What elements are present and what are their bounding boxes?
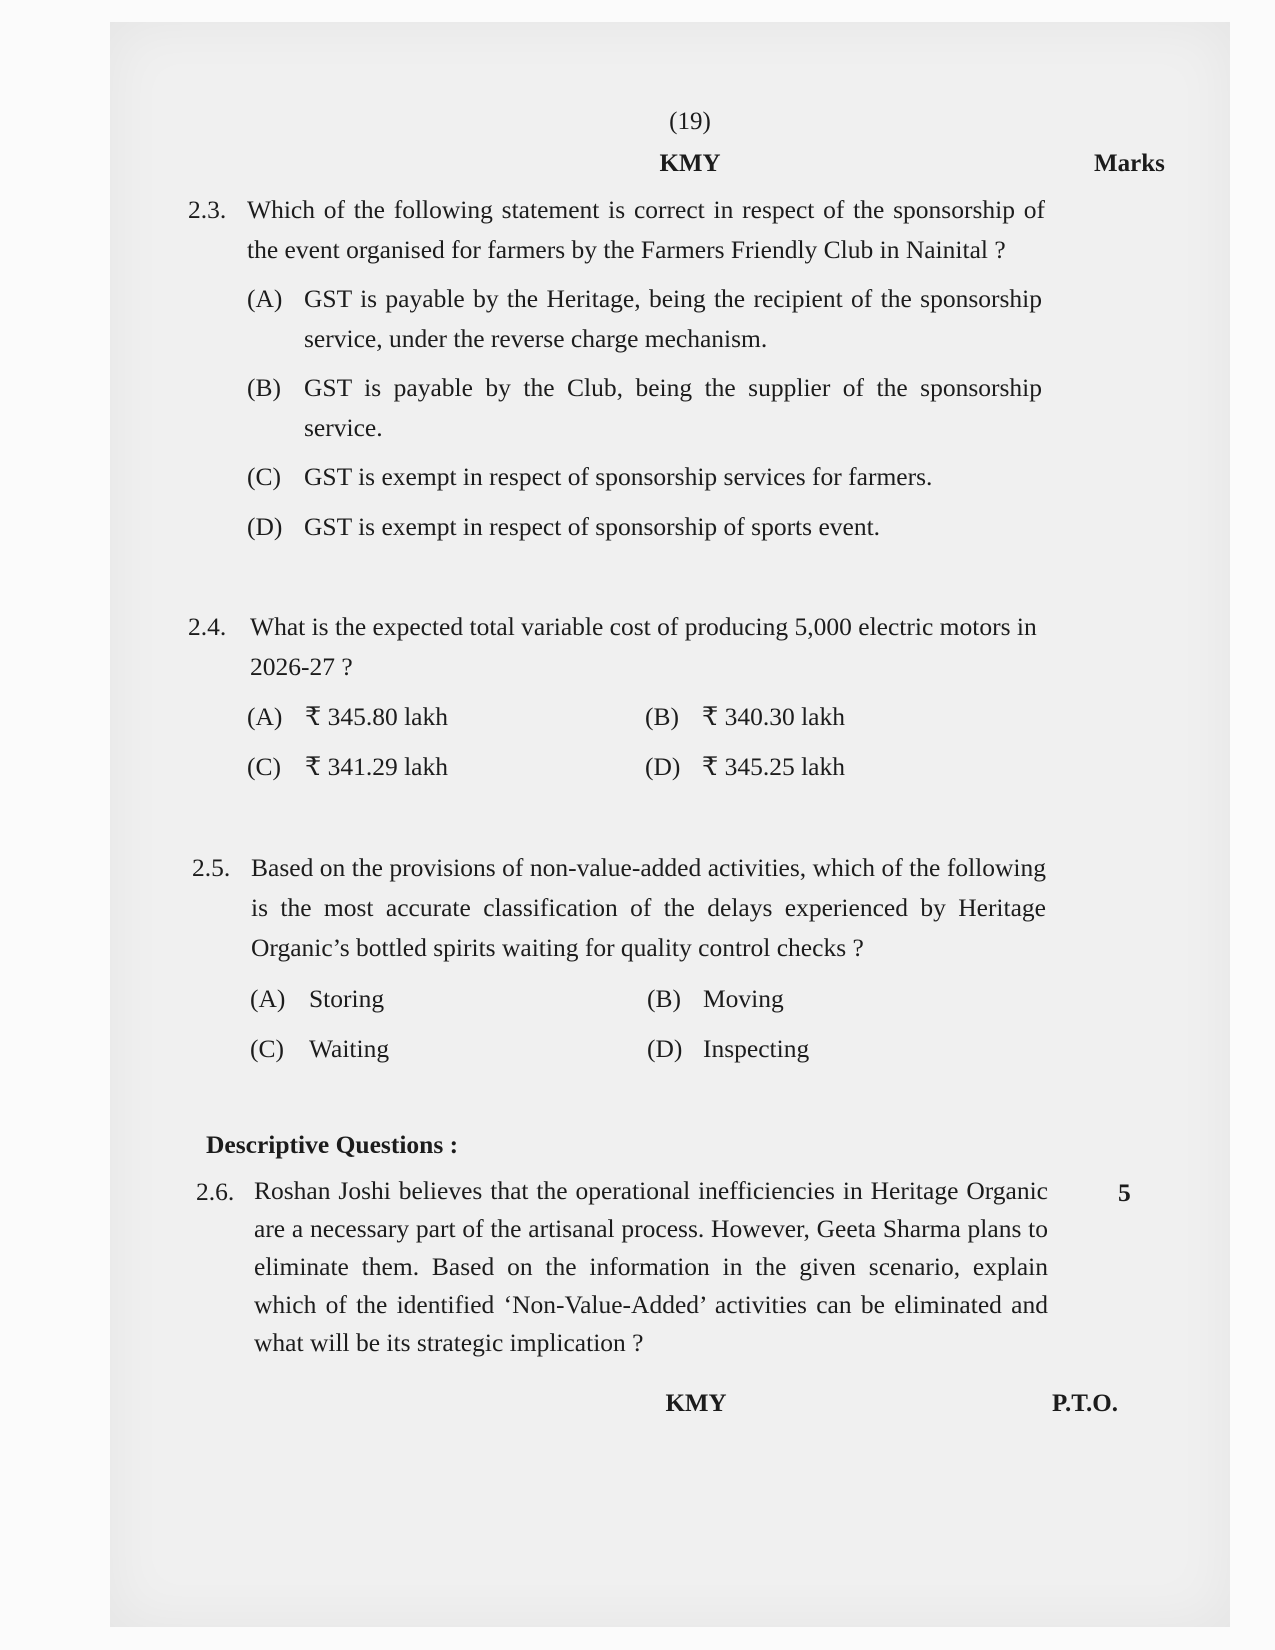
option-letter-c: (C) (250, 1034, 284, 1063)
option-letter-b: (B) (247, 373, 281, 402)
option-text-a: GST is payable by the Heritage, being the recipient of the sponsorship service, under the reverse charge mechanism. (304, 284, 1042, 353)
option-letter-b: (B) (647, 984, 681, 1013)
option-text-c: GST is exempt in respect of sponsorship services for farmers. (304, 462, 933, 491)
page-number: (19) (669, 108, 711, 135)
option-text-b: Moving (703, 984, 784, 1013)
marks-label: Marks (1094, 150, 1165, 177)
question-number: 2.3. (188, 195, 227, 224)
option-letter-d: (D) (247, 512, 283, 541)
option-letter-c: (C) (247, 752, 281, 781)
option-text-d: GST is exempt in respect of sponsorship of sports event. (304, 512, 881, 541)
option-letter-c: (C) (247, 462, 281, 491)
option-text-b: ₹ 340.30 lakh (702, 702, 846, 731)
question-marks: 5 (1118, 1178, 1131, 1207)
pto-label: P.T.O. (1052, 1390, 1118, 1417)
option-letter-a: (A) (250, 984, 286, 1013)
question-number: 2.4. (188, 612, 227, 641)
question-text: Based on the provisions of non-value-added activities, which of the following is the most accurate classification of the delays experienced by Heritage Organic’s bottled spirits waiting for quality control checks ? (251, 853, 1046, 962)
option-text-d: Inspecting (703, 1034, 810, 1063)
option-text-c: Waiting (309, 1034, 390, 1063)
option-letter-a: (A) (247, 702, 283, 731)
question-number: 2.6. (196, 1177, 235, 1206)
question-text: What is the expected total variable cost of producing 5,000 electric motors in 2026-27 ? (250, 612, 1037, 681)
option-text-d: ₹ 345.25 lakh (702, 752, 846, 781)
option-text-a: Storing (309, 984, 385, 1013)
paper-code-bottom: KMY (665, 1390, 727, 1417)
question-number: 2.5. (192, 853, 231, 882)
paper-code-top: KMY (659, 150, 721, 177)
option-text-c: ₹ 341.29 lakh (305, 752, 449, 781)
option-letter-d: (D) (647, 1034, 683, 1063)
option-text-a: ₹ 345.80 lakh (305, 702, 449, 731)
option-letter-b: (B) (645, 702, 679, 731)
question-text: Which of the following statement is correct in respect of the sponsorship of the event organised for farmers by the Farmers Friendly Club in Nainital ? (247, 195, 1045, 264)
descriptive-heading: Descriptive Questions : (206, 1130, 459, 1159)
option-text-b: GST is payable by the Club, being the supplier of the sponsorship service. (304, 373, 1042, 442)
question-text: Roshan Joshi believes that the operational inefficiencies in Heritage Organic are a necessary part of the artisanal process. However, Geeta Sharma plans to eliminate them. Based on the information in the given scenario, explain which of the identified ‘Non-Value-Added’ activities can be eliminated and what will be its strategic implication ? (254, 1176, 1048, 1357)
option-letter-a: (A) (247, 284, 283, 313)
option-letter-d: (D) (645, 752, 681, 781)
